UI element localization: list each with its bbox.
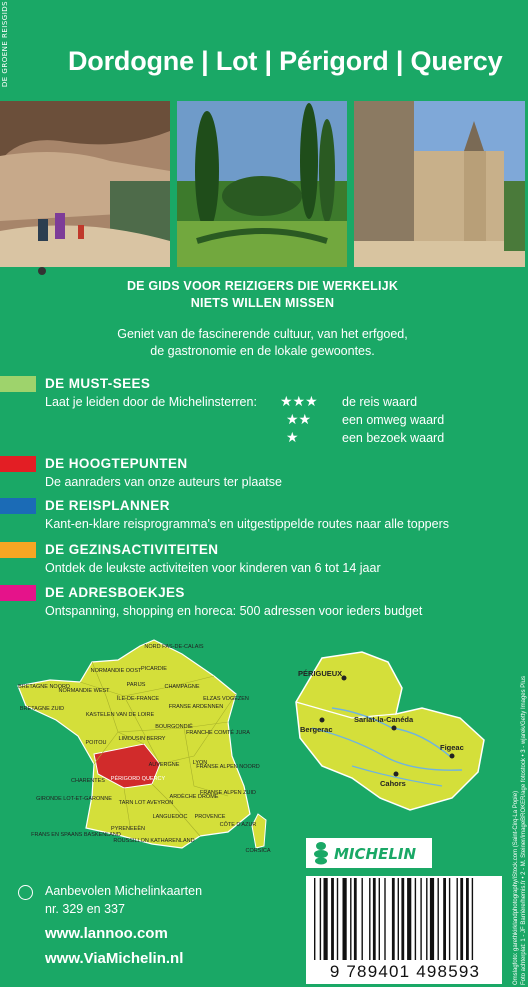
photo-cliff-path — [0, 101, 170, 267]
barcode-bar — [443, 878, 446, 960]
tagline — [0, 278, 525, 312]
region-label: ÎLE-DE-FRANCE — [116, 696, 160, 702]
star-row-3 — [0, 429, 525, 449]
region-label: KASTELEN VAN DE LOIRE — [85, 712, 155, 718]
cover-title: Dordogne | Lot | Périgord | Quercy — [68, 46, 503, 76]
maps-text — [45, 882, 202, 918]
section-desc: Kant-en-klare reisprogramma's en uitgestippelde routes naar alle toppers — [45, 517, 449, 531]
region-label: GIRONDE LOT-ET-GARONNE — [36, 796, 112, 802]
region-label: LYON — [192, 760, 208, 766]
barcode-bar — [384, 878, 385, 960]
region-label: PYRENEEËN — [111, 826, 145, 832]
barcode-bar — [379, 878, 380, 960]
michelin-map-icon — [18, 885, 33, 900]
barcode-bar — [324, 878, 328, 960]
region-label: PROVENCE — [194, 814, 226, 820]
michelin-wordmark: MICHELIN — [334, 845, 417, 863]
credits-line2: Foto achterplat: 1 - JF Barrière/hemis.fr • 2 - M. Steiner/imageBROKER/age fotostock • 3 - wjarek/Getty Images Plus — [521, 676, 527, 985]
michelin-logo — [306, 838, 432, 868]
france-map — [14, 636, 272, 858]
region-label: AUVERGNE — [148, 762, 180, 768]
spine — [0, 0, 14, 110]
star-label: een omweg waard — [342, 413, 445, 427]
barcode-bar — [460, 878, 463, 960]
star-row-1 — [0, 393, 525, 413]
city-label: Bergerac — [300, 725, 333, 734]
barcode-bar — [466, 878, 469, 960]
barcode-bar — [369, 878, 370, 960]
barcode-bar — [426, 878, 427, 960]
region-label: BRETAGNE NOORD — [18, 684, 70, 690]
region-label: POITOU — [85, 740, 107, 746]
credits-line1: Omslagfoto: garethkirklandphotography/iStock.com (Saint-Cirq-La Popie) — [513, 790, 519, 985]
barcode-bar — [430, 878, 434, 960]
star-label: een bezoek waard — [342, 431, 445, 445]
region-label: TARN LOT AVEYRON — [118, 800, 174, 806]
intro-line1: Geniet van de fascinerende cultuur, van het erfgoed, — [117, 327, 408, 341]
stars-icon: ★★ — [286, 411, 312, 427]
region-label: NORD PAS-DE-CALAIS — [144, 644, 204, 650]
url-viamichelin[interactable]: www.ViaMichelin.nl — [45, 950, 184, 967]
region-label: CORSICA — [245, 848, 271, 854]
region-label: CHAMPAGNE — [164, 684, 200, 690]
star-row-2 — [0, 411, 525, 431]
region-label: FRANCHE COMTÉ JURA — [186, 730, 250, 736]
barcode-bar — [337, 878, 338, 960]
barcode-bar — [331, 878, 334, 960]
city-label: Cahors — [380, 779, 406, 788]
barcode-bar — [472, 878, 473, 960]
region-label: FRANSE ALPEN ZUID — [200, 790, 256, 796]
gezinsactiviteiten-color-bar — [0, 542, 36, 558]
tagline-line1: DE GIDS VOOR REIZIGERS DIE WERKELIJK — [126, 279, 399, 293]
section-title: DE GEZINSACTIVITEITEN — [45, 542, 219, 557]
photo-castle — [354, 101, 525, 267]
city-label: PÉRIGUEUX — [298, 669, 343, 678]
barcode-bar — [438, 878, 439, 960]
section-title: DE HOOGTEPUNTEN — [45, 456, 188, 471]
stars-icon: ★★★ — [280, 393, 318, 409]
hoogtepunten-color-bar — [0, 456, 36, 472]
section-title: DE ADRESBOEKJES — [45, 585, 185, 600]
barcode-bar — [350, 878, 351, 960]
region-label: PÉRIGORD QUERCY — [110, 776, 166, 782]
reisplanner-color-bar — [0, 498, 36, 514]
region-label: FRANS EN SPAANS BASKENLAND — [31, 832, 121, 838]
stars-icon: ★ — [286, 429, 299, 445]
barcode-bar — [449, 878, 450, 960]
region-label: BRETAGNE ZUID — [19, 706, 65, 712]
adresboekjes-color-bar — [0, 585, 36, 601]
region-label: FRANSE ALPEN NOORD — [196, 764, 260, 770]
section-desc: Ontdek de leukste activiteiten voor kinderen van 6 tot 14 jaar — [45, 561, 381, 575]
barcode-bars — [310, 878, 496, 960]
section-title: DE MUST-SEES — [45, 376, 151, 391]
region-label: BOURGONDIË — [155, 724, 193, 730]
section-desc: Ontspanning, shopping en horeca: 500 adressen voor ieders budget — [45, 604, 423, 618]
section-title: DE REISPLANNER — [45, 498, 170, 513]
barcode-bar — [407, 878, 411, 960]
star-label: de reis waard — [342, 395, 418, 409]
region-label: LANGUEDOC — [152, 814, 188, 820]
barcode-bar — [343, 878, 347, 960]
barcode-bar — [457, 878, 458, 960]
barcode-bar — [401, 878, 404, 960]
barcode-number: 9 789401 498593 — [329, 962, 481, 981]
barcode-bar — [398, 878, 399, 960]
region-label: FRANSE ARDENNEN — [168, 704, 224, 710]
region-label: CHARENTES — [71, 778, 105, 784]
city-label: Figeac — [440, 743, 464, 752]
spine-label: DE GROENE REISGIDS — [1, 0, 10, 88]
barcode-bar — [392, 878, 395, 960]
barcode-bar — [354, 878, 357, 960]
tagline-line2: NIETS WILLEN MISSEN — [190, 296, 335, 310]
barcode-bar — [362, 878, 363, 960]
photo-garden — [177, 101, 347, 267]
maps-line2: nr. 329 en 337 — [45, 902, 125, 916]
region-label: ELZAS VOGEZEN — [203, 696, 249, 702]
region-label: ARDÈCHE DRÔME — [169, 794, 219, 800]
region-label: ROUSSILLON KATHARENLAND — [113, 838, 195, 844]
region-label: CÔTE D'AZUR — [219, 822, 257, 828]
region-label: PICARDIE — [141, 666, 167, 672]
barcode-bar — [314, 878, 315, 960]
section-desc: Laat je leiden door de Michelinsterren: — [45, 395, 257, 409]
region-label: NORMANDIE WEST — [58, 688, 110, 694]
region-label: LIMOUSIN BERRY — [118, 736, 166, 742]
region-label: NORMANDIE OOST — [90, 668, 142, 674]
photo-credits — [508, 593, 527, 985]
barcode-bar — [420, 878, 421, 960]
barcode — [306, 876, 502, 984]
city-label: Sarlat-la-Canéda — [354, 715, 414, 724]
maps-line1: Aanbevolen Michelinkaarten — [45, 884, 203, 898]
bibendum-icon — [312, 841, 330, 865]
must-sees-color-bar — [0, 376, 36, 392]
barcode-bar — [373, 878, 376, 960]
intro-line2: de gastronomie en de lokale gewoontes. — [150, 344, 375, 358]
region-label: PARIJS — [126, 682, 146, 688]
intro-text — [0, 326, 525, 360]
barcode-bar — [320, 878, 321, 960]
region-map — [292, 648, 490, 816]
barcode-bar — [415, 878, 416, 960]
credits-text — [512, 593, 528, 985]
url-lannoo[interactable]: www.lannoo.com — [45, 925, 168, 942]
section-desc: De aanraders van onze auteurs ter plaatse — [45, 475, 282, 489]
